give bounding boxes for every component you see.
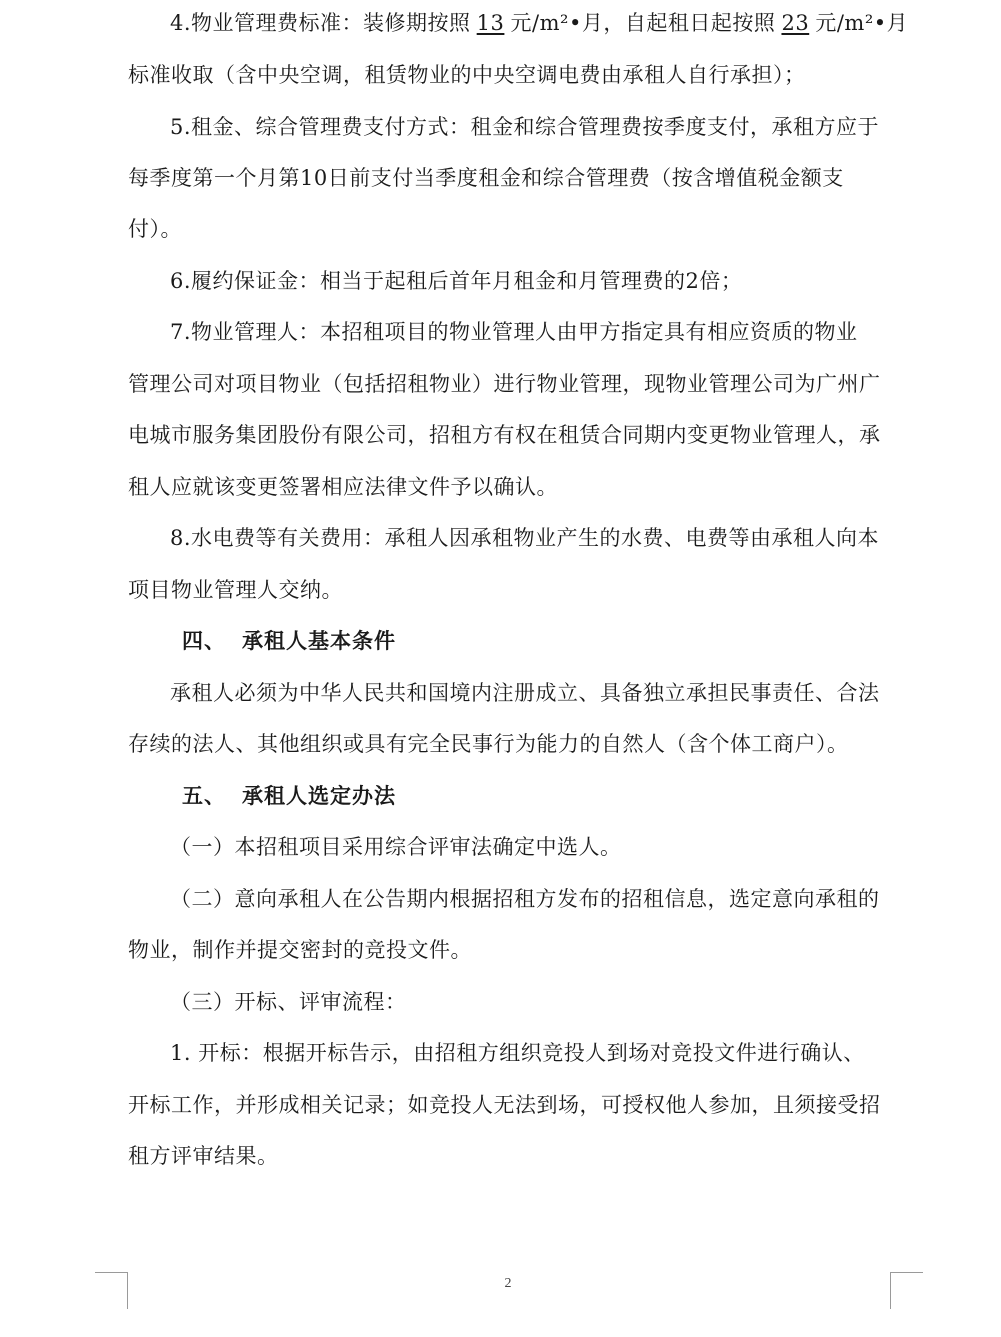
section-5-step-1-line-1: 1. 开标：根据开标告示，由招租方组织竞投人到场对竞投文件进行确认、 [170, 1041, 865, 1065]
section-4-line-2: 存续的法人、其他组织或具有完全民事行为能力的自然人（含个体工商户）。 [128, 732, 849, 756]
item-4-line-2: 标准收取（含中央空调，租赁物业的中央空调电费由承租人自行承担）； [128, 63, 806, 87]
section-4-number: 四、 [182, 629, 226, 653]
section-5-sub-2-line-2: 物业，制作并提交密封的竞投文件。 [128, 938, 472, 962]
page-number: 2 [504, 1276, 512, 1291]
item-5-line-3: 付）。 [128, 217, 182, 241]
decoration-fee-value: 13 [476, 11, 505, 35]
item-4-prefix: 4.物业管理费标准：装修期按照 [170, 11, 471, 35]
section-5-number: 五、 [182, 784, 226, 808]
item-4-mid: 元/m²•月，自起租日起按照 [510, 11, 776, 35]
rent-fee-value: 23 [781, 11, 810, 35]
page-corner-mark-right [890, 1272, 923, 1309]
section-5-sub-2-line-1: （二）意向承租人在公告期内根据招租方发布的招租信息，选定意向承租的 [170, 887, 880, 911]
item-4-line-1 [170, 8, 908, 38]
section-5-sub-1: （一）本招租项目采用综合评审法确定中选人。 [170, 835, 622, 859]
item-6-line-1: 6.履约保证金：相当于起租后首年月租金和月管理费的2倍； [170, 269, 743, 293]
item-5-line-1: 5.租金、综合管理费支付方式：租金和综合管理费按季度支付，承租方应于 [170, 115, 880, 139]
item-5-line-2: 每季度第一个月第10日前支付当季度租金和综合管理费（按含增值税金额支 [128, 166, 844, 190]
section-5-sub-3: （三）开标、评审流程： [170, 990, 407, 1014]
item-7-line-4: 租人应就该变更签署相应法律文件予以确认。 [128, 475, 558, 499]
item-4-suffix: 元/m²•月 [815, 11, 909, 35]
section-4-line-1: 承租人必须为中华人民共和国境内注册成立、具备独立承担民事责任、合法 [170, 681, 880, 705]
item-8-line-1: 8.水电费等有关费用：承租人因承租物业产生的水费、电费等由承租人向本 [170, 526, 880, 550]
section-5-heading [182, 781, 396, 811]
section-5-step-1-line-3: 租方评审结果。 [128, 1144, 279, 1168]
section-4-heading [182, 626, 396, 656]
item-8-line-2: 项目物业管理人交纳。 [128, 578, 343, 602]
item-7-line-2: 管理公司对项目物业（包括招租物业）进行物业管理，现物业管理公司为广州广 [128, 372, 881, 396]
section-5-title: 承租人选定办法 [242, 784, 396, 808]
item-7-line-3: 电城市服务集团股份有限公司，招租方有权在租赁合同期内变更物业管理人，承 [128, 423, 881, 447]
item-7-line-1: 7.物业管理人：本招租项目的物业管理人由甲方指定具有相应资质的物业 [170, 320, 858, 344]
section-4-title: 承租人基本条件 [242, 629, 396, 653]
section-5-step-1-line-2: 开标工作，并形成相关记录；如竞投人无法到场，可授权他人参加，且须接受招 [128, 1093, 881, 1117]
page-corner-mark-left [95, 1272, 128, 1309]
